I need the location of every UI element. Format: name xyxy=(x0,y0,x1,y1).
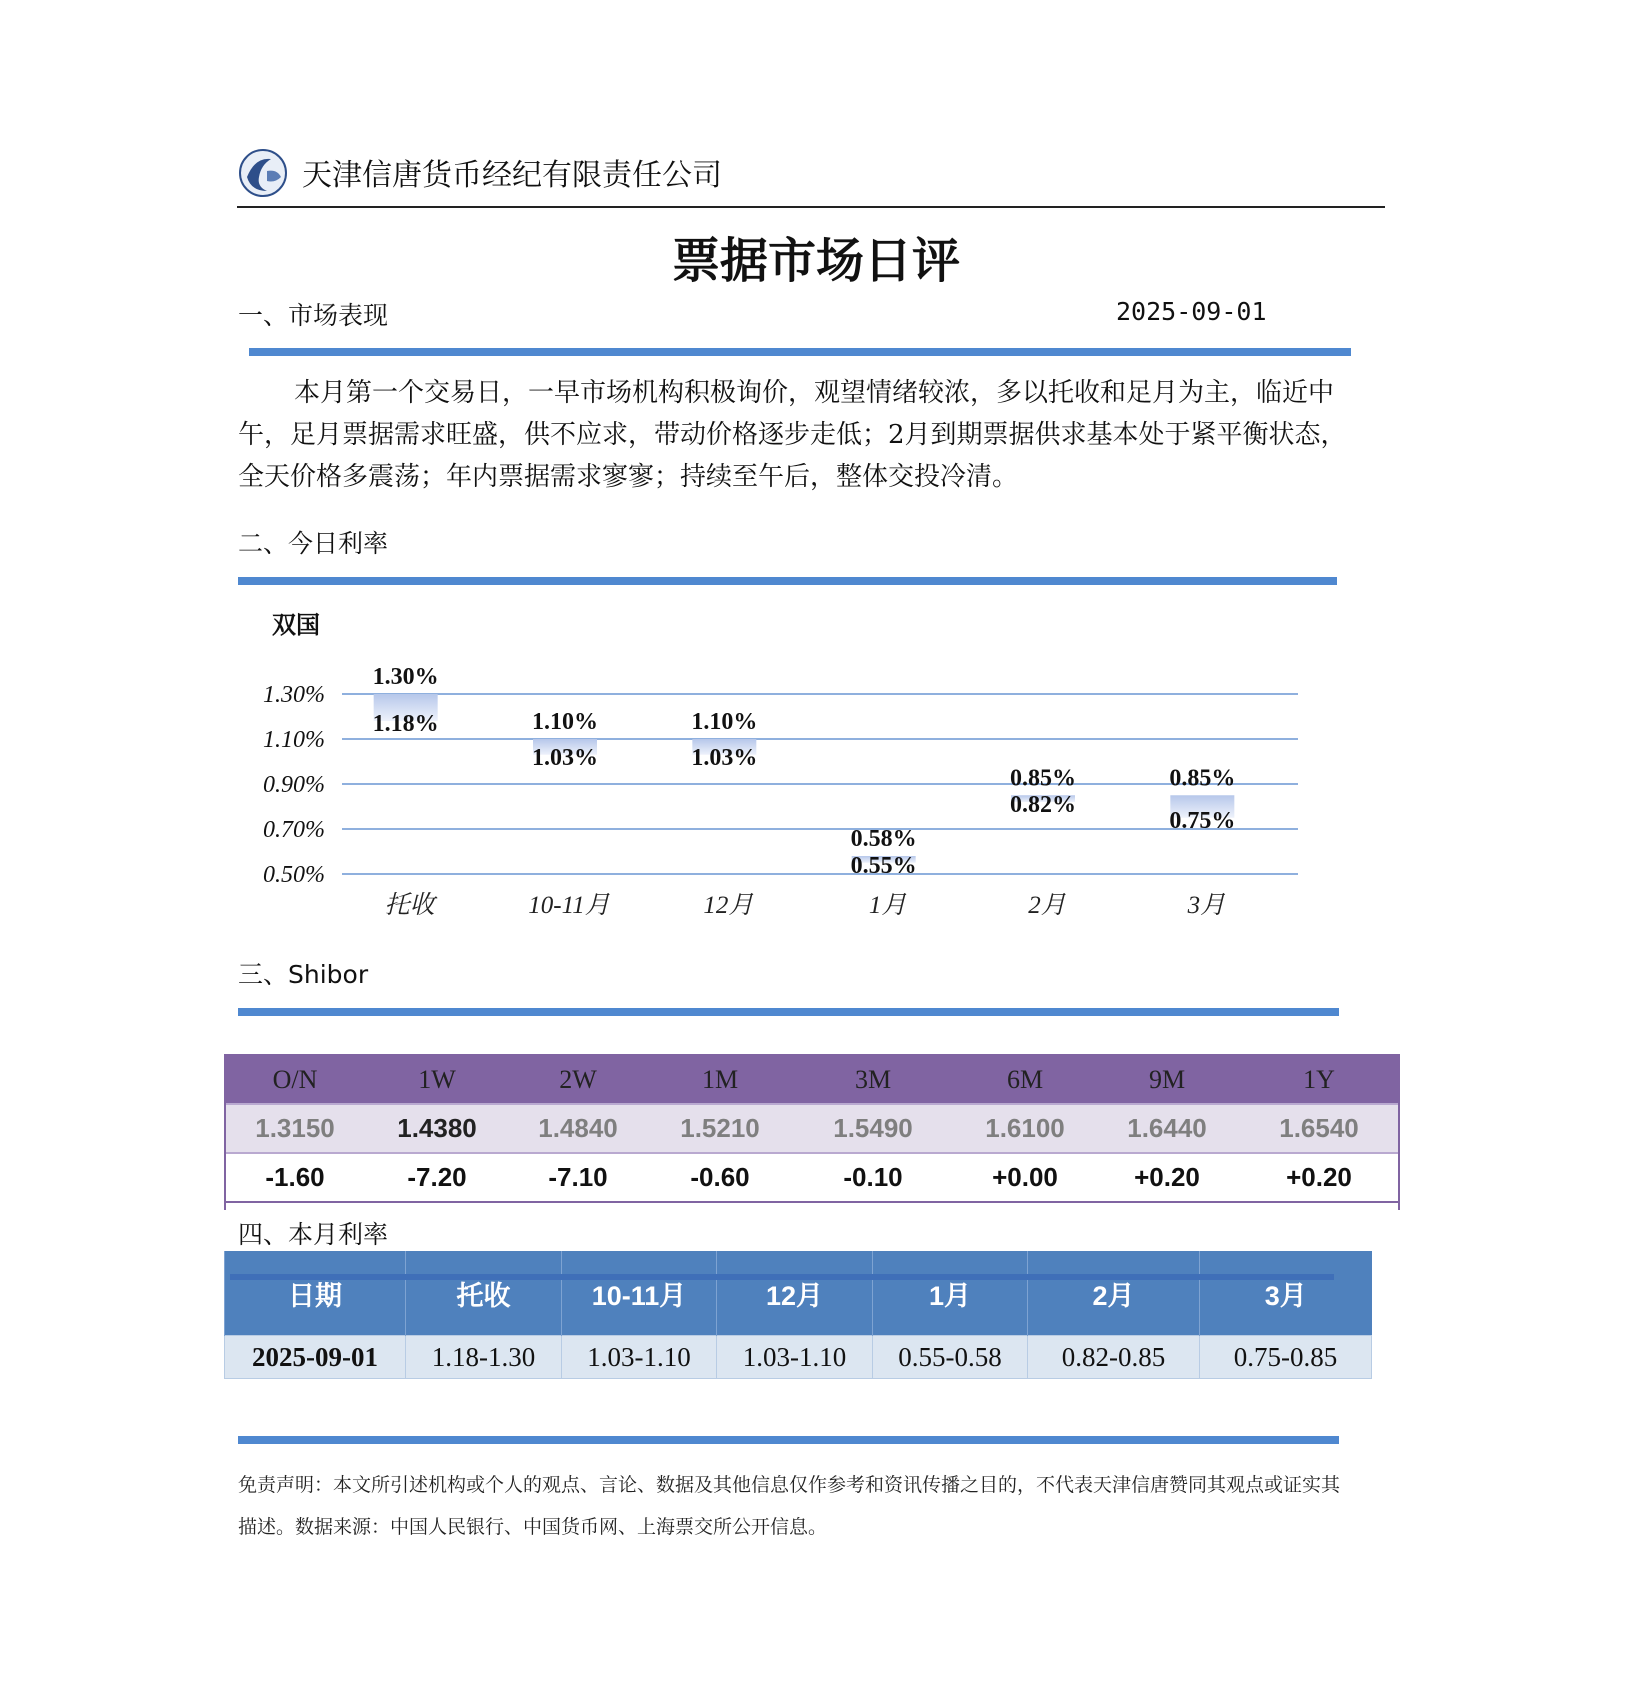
high-rate-label: 0.85% xyxy=(1169,765,1236,792)
y-tick-label: 1.30% xyxy=(263,682,325,708)
shibor-change: +0.20 xyxy=(1238,1153,1400,1202)
table-header-stripe xyxy=(230,1274,1334,1280)
low-rate-label: 0.55% xyxy=(850,852,917,879)
monthly-cell: 0.75-0.85 xyxy=(1200,1336,1372,1379)
high-rate-label: 0.85% xyxy=(1010,765,1076,792)
x-tick-label: 托收 xyxy=(384,892,435,919)
shibor-header-row xyxy=(224,1055,1400,1104)
monthly-column-header: 3月 xyxy=(1200,1251,1372,1336)
section-divider xyxy=(238,1008,1339,1016)
y-tick-label: 0.90% xyxy=(263,772,325,798)
report-date: 2025-09-01 xyxy=(1116,297,1267,326)
y-tick-label: 0.70% xyxy=(263,817,325,843)
shibor-rate: 1.5210 xyxy=(648,1104,792,1153)
y-tick-label: 1.10% xyxy=(263,727,325,753)
shibor-term: 1M xyxy=(648,1055,792,1104)
shibor-change: -0.60 xyxy=(648,1153,792,1202)
high-rate-label: 1.10% xyxy=(532,709,598,735)
shibor-rate: 1.4840 xyxy=(508,1104,648,1153)
monthly-cell: 1.18-1.30 xyxy=(406,1336,562,1379)
x-tick-label: 3月 xyxy=(1187,892,1226,919)
shibor-rate: 1.4380 xyxy=(366,1104,508,1153)
high-rate-label: 0.58% xyxy=(850,826,917,852)
monthly-data-row xyxy=(225,1336,1372,1379)
shibor-term: 1Y xyxy=(1238,1055,1400,1104)
low-rate-label: 0.82% xyxy=(1010,792,1076,818)
section-heading-month-rates: 四、本月利率 xyxy=(238,1220,389,1249)
monthly-rates-table xyxy=(224,1251,1372,1379)
market-commentary: 本月第一个交易日，一早市场机构积极询价，观望情绪较浓，多以托收和足月为主，临近中午，足月票据需求旺盛，供不应求，带动价格逐步走低；2月到期票据供求基本处于紧平衡状态，全天价格多震荡；年内票据需求寥寥；持续至午后，整体交投冷清。 xyxy=(238,378,1347,492)
shibor-term: O/N xyxy=(224,1055,366,1104)
monthly-cell: 1.03-1.10 xyxy=(717,1336,873,1379)
shibor-rate: 1.6440 xyxy=(1096,1104,1238,1153)
monthly-column-header: 日期 xyxy=(225,1251,406,1336)
high-rate-label: 1.10% xyxy=(691,709,758,735)
shibor-rate: 1.3150 xyxy=(224,1104,366,1153)
shibor-change: -7.10 xyxy=(508,1153,648,1202)
monthly-cell: 0.82-0.85 xyxy=(1028,1336,1200,1379)
shibor-term: 1W xyxy=(366,1055,508,1104)
company-logo xyxy=(237,147,289,199)
shibor-change: +0.00 xyxy=(954,1153,1096,1202)
high-rate-label: 1.30% xyxy=(372,664,439,690)
shibor-rate: 1.6540 xyxy=(1238,1104,1400,1153)
document-title: 票据市场日评 xyxy=(671,233,960,289)
monthly-header-row xyxy=(225,1251,1372,1336)
shibor-table xyxy=(224,1054,1400,1203)
shibor-rate-row xyxy=(224,1104,1400,1153)
monthly-cell: 1.03-1.10 xyxy=(562,1336,717,1379)
x-tick-label: 12月 xyxy=(703,892,754,919)
rate-range-chart xyxy=(240,610,1320,930)
shibor-change: +0.20 xyxy=(1096,1153,1238,1202)
section-heading-market: 一、市场表现 xyxy=(238,301,389,330)
footer-divider xyxy=(238,1436,1339,1444)
shibor-term: 6M xyxy=(954,1055,1096,1104)
section-heading-shibor: 三、Shibor xyxy=(238,960,369,989)
low-rate-label: 1.18% xyxy=(372,711,439,737)
shibor-change: -1.60 xyxy=(224,1153,366,1202)
monthly-column-header: 托收 xyxy=(406,1251,562,1336)
disclaimer-text: 免责声明：本文所引述机构或个人的观点、言论、数据及其他信息仅作参考和资讯传播之目的，不代表天津信唐赞同其观点或证实其描述。数据来源：中国人民银行、中国货币网、上海票交所公开信息。 xyxy=(238,1474,1341,1538)
company-name: 天津信唐货币经纪有限责任公司 xyxy=(302,158,722,193)
x-tick-label: 10-11月 xyxy=(528,892,610,919)
monthly-column-header: 10-11月 xyxy=(562,1251,717,1336)
section-heading-today-rates: 二、今日利率 xyxy=(238,529,389,558)
monthly-column-header: 12月 xyxy=(717,1251,873,1336)
shibor-change-row xyxy=(224,1153,1400,1202)
shibor-term: 2W xyxy=(508,1055,648,1104)
shibor-change: -7.20 xyxy=(366,1153,508,1202)
low-rate-label: 1.03% xyxy=(691,744,758,771)
shibor-change: -0.10 xyxy=(792,1153,954,1202)
monthly-cell: 0.55-0.58 xyxy=(873,1336,1028,1379)
monthly-cell-date: 2025-09-01 xyxy=(225,1336,406,1379)
x-tick-label: 2月 xyxy=(1028,892,1066,919)
header-rule xyxy=(237,206,1385,208)
shibor-term: 3M xyxy=(792,1055,954,1104)
monthly-column-header: 2月 xyxy=(1028,1251,1200,1336)
x-tick-label: 1月 xyxy=(868,892,907,919)
shibor-rate: 1.5490 xyxy=(792,1104,954,1153)
section-divider xyxy=(249,348,1351,356)
section-divider xyxy=(238,577,1337,585)
shibor-term: 9M xyxy=(1096,1055,1238,1104)
shibor-rate: 1.6100 xyxy=(954,1104,1096,1153)
monthly-column-header: 1月 xyxy=(873,1251,1028,1336)
low-rate-label: 0.75% xyxy=(1169,807,1236,834)
chart-title: 双国 xyxy=(272,610,320,639)
low-rate-label: 1.03% xyxy=(532,744,598,771)
y-tick-label: 0.50% xyxy=(263,862,325,888)
